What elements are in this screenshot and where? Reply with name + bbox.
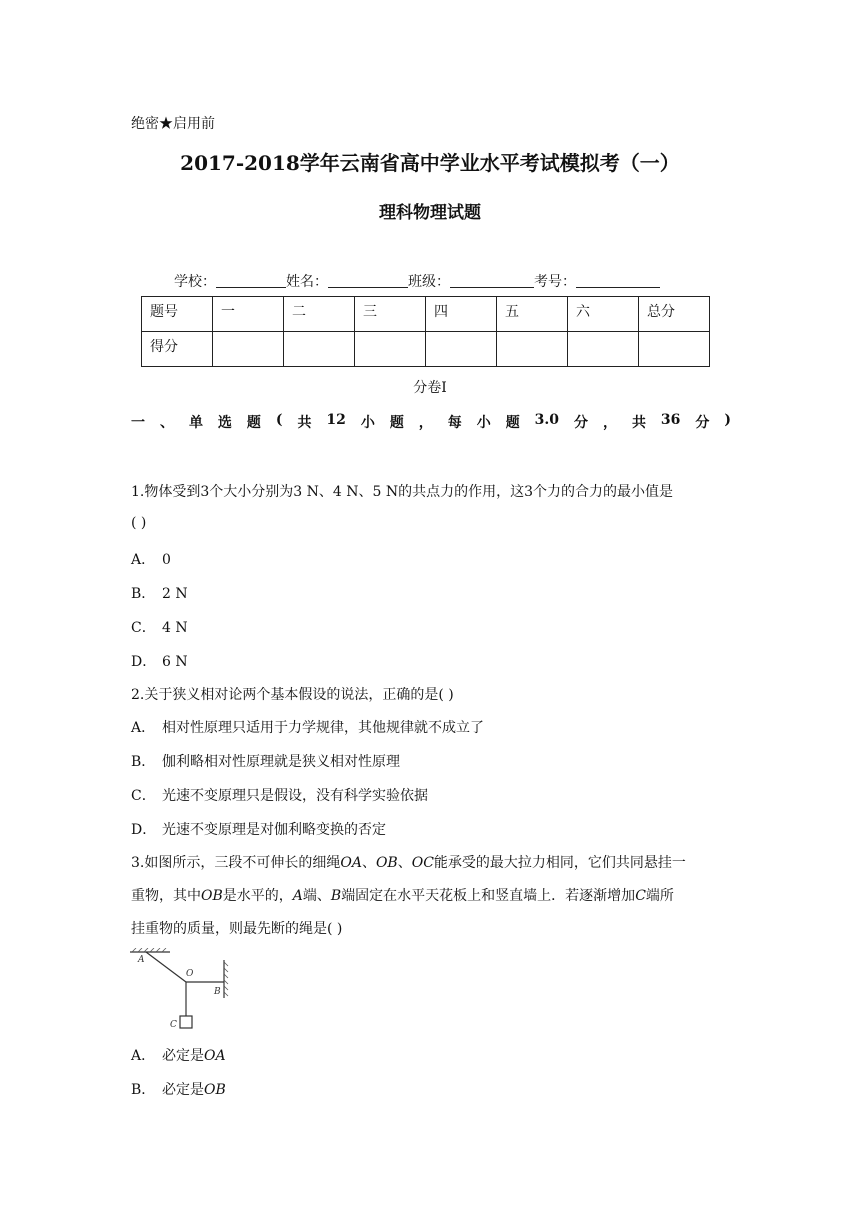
score-cell[interactable] [284, 332, 355, 367]
option-letter: A． [131, 720, 156, 736]
question-1-option-b[interactable] [131, 583, 188, 603]
question-2-option-b[interactable] [131, 751, 400, 771]
score-header-cell: 题号 [142, 297, 213, 332]
score-header-cell: 二 [284, 297, 355, 332]
section-char: 一 [131, 415, 145, 431]
section-char: 、 [159, 415, 174, 431]
section-char: 36 [660, 412, 681, 428]
question-3-option-a[interactable] [131, 1045, 226, 1065]
option-text: 伽利略相对性原理就是狭义相对性原理 [162, 754, 400, 770]
separator: 、 [361, 855, 376, 871]
section-char: 题 [246, 415, 261, 431]
question-1-blank: ( ) [131, 515, 147, 531]
section-char: 共 [297, 415, 312, 431]
section-char: 3.0 [534, 412, 560, 428]
student-info-line [174, 271, 660, 291]
question-2-option-d[interactable] [131, 819, 386, 839]
score-table [141, 296, 710, 367]
section-char: 分 [695, 415, 710, 431]
section-char: 分 [574, 415, 588, 431]
stem-text: 端、 [302, 888, 331, 904]
score-cell[interactable] [426, 332, 497, 367]
score-header-cell: 总分 [639, 297, 710, 332]
rope-oc: OC [411, 855, 434, 871]
option-text: 2 N [162, 586, 188, 602]
question-3-stem [131, 852, 686, 872]
question-1-option-c[interactable] [131, 617, 188, 637]
score-header-cell: 六 [568, 297, 639, 332]
section-char: 选 [217, 415, 232, 431]
school-field[interactable] [216, 273, 286, 288]
question-2-option-c[interactable] [131, 785, 428, 805]
question-3-stem-line3: 挂重物的质量，则最先断的绳是( ) [131, 921, 343, 937]
section-char: 共 [631, 415, 646, 431]
score-cell[interactable] [497, 332, 568, 367]
score-cell[interactable] [355, 332, 426, 367]
option-text: 光速不变原理是对伽利略变换的否定 [162, 822, 386, 838]
section-char: 12 [326, 412, 346, 428]
exam-title: 2017-2018学年云南省高中学业水平考试模拟考（一） [180, 151, 680, 175]
score-header-cell: 三 [355, 297, 426, 332]
section-char: 题 [389, 415, 404, 431]
label-o: O [186, 969, 194, 979]
rope-oa-line [146, 952, 186, 982]
point-c: C [635, 888, 646, 904]
stem-text: 重物，其中 [131, 888, 201, 904]
section-char: 小 [360, 415, 375, 431]
secret-mark: 绝密★启用前 [131, 116, 215, 132]
score-row-label: 得分 [142, 332, 213, 367]
weight-box [180, 1016, 192, 1028]
question-1-stem: 1.物体受到3个大小分别为3 N、4 N、5 N的共点力的作用，这3个力的合力的最小值是 [131, 484, 673, 500]
question-3-option-b[interactable] [131, 1079, 226, 1099]
option-letter: D． [131, 822, 157, 838]
rope-oa: OA [340, 855, 362, 871]
name-label: 姓名： [286, 274, 328, 290]
label-a: A [138, 955, 145, 965]
exam-no-label: 考号： [534, 274, 576, 290]
option-letter: D． [131, 654, 157, 670]
option-text: 0 [162, 552, 171, 568]
class-field[interactable] [450, 273, 534, 288]
score-cell[interactable] [568, 332, 639, 367]
option-text: 相对性原理只适用于力学规律，其他规律就不成立了 [162, 720, 484, 736]
stem-text: 3.如图所示，三段不可伸长的细绳 [131, 855, 341, 871]
question-2-stem: 2.关于狭义相对论两个基本假设的说法，正确的是( ) [131, 687, 454, 703]
stem-text: 端所 [645, 888, 674, 904]
section-char: ) [724, 412, 731, 428]
stem-text: 是水平的， [222, 888, 293, 904]
score-header-cell: 五 [497, 297, 568, 332]
section-heading [131, 412, 731, 432]
option-text: 6 N [162, 654, 188, 670]
score-cell[interactable] [213, 332, 284, 367]
stem-text: 能承受的最大拉力相同，它们共同悬挂一 [433, 855, 686, 871]
point-b: B [330, 888, 342, 904]
rope-ob: OB [375, 855, 398, 871]
section-char: 单 [188, 415, 203, 431]
score-cell[interactable] [639, 332, 710, 367]
section-char: ( [275, 412, 283, 428]
option-letter: B． [131, 1082, 156, 1098]
option-text: 光速不变原理只是假设，没有科学实验依据 [162, 788, 428, 804]
class-label: 班级： [408, 274, 450, 290]
stem-text: 端固定在水平天花板上和竖直墙上．若逐渐增加 [341, 888, 636, 904]
label-c: C [170, 1020, 177, 1030]
name-field[interactable] [328, 273, 408, 288]
option-letter: C． [131, 788, 156, 804]
option-text: 4 N [162, 620, 188, 636]
section-char: ， [418, 415, 433, 431]
score-header-cell: 四 [426, 297, 497, 332]
option-text-italic: OB [204, 1082, 226, 1098]
question-3-stem-line2 [131, 885, 674, 905]
option-text-italic: OA [204, 1048, 226, 1064]
option-letter: B． [131, 754, 156, 770]
question-1-option-d[interactable] [131, 651, 188, 671]
section-char: 小 [476, 415, 491, 431]
section-char: 题 [505, 415, 520, 431]
option-text: 必定是 [162, 1082, 204, 1098]
score-table-header-row [142, 297, 710, 332]
question-2-option-a[interactable] [131, 717, 484, 737]
option-letter: B． [131, 586, 156, 602]
rope-figure [128, 948, 236, 1034]
rope-ob: OB [201, 888, 223, 904]
separator: 、 [397, 855, 412, 871]
question-1-option-a[interactable] [131, 549, 171, 569]
point-a: A [292, 888, 303, 904]
option-letter: A． [131, 552, 156, 568]
section-char: 每 [447, 415, 462, 431]
exam-subtitle: 理科物理试题 [379, 203, 481, 223]
option-text: 必定是 [162, 1048, 204, 1064]
section-char: ， [602, 415, 617, 431]
exam-no-field[interactable] [576, 273, 660, 288]
part-label: 分卷I [413, 380, 447, 396]
school-label: 学校： [174, 274, 216, 290]
score-header-cell: 一 [213, 297, 284, 332]
label-b: B [214, 987, 221, 997]
option-letter: C． [131, 620, 156, 636]
option-letter: A． [131, 1048, 156, 1064]
score-table-score-row [142, 332, 710, 367]
